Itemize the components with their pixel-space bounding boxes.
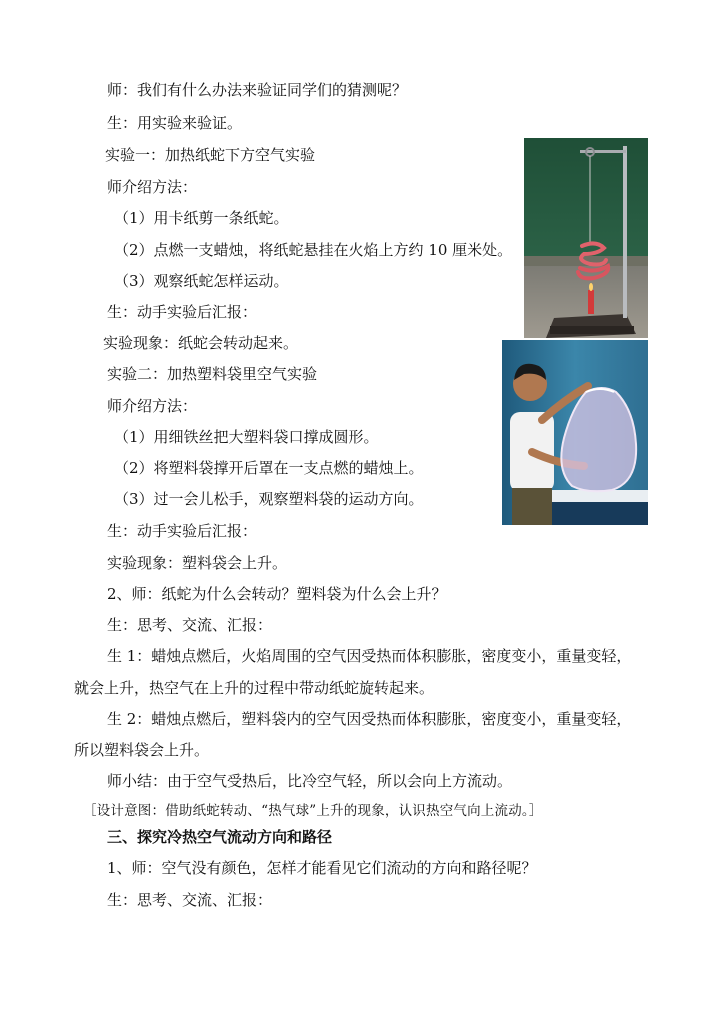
- list-item: （3）过一会儿松手，观察塑料袋的运动方向。: [114, 490, 424, 508]
- text-line: 所以塑料袋会上升。: [74, 741, 210, 759]
- list-item: （2）点燃一支蜡烛，将纸蛇悬挂在火焰上方约 10 厘米处。: [114, 241, 513, 259]
- text-line: 生：用实验来验证。: [107, 114, 243, 132]
- section-heading: 三、探究冷热空气流动方向和路径: [107, 828, 333, 846]
- text-line: 实验现象：塑料袋会上升。: [107, 554, 288, 572]
- text-line: 生 2：蜡烛点燃后，塑料袋内的空气因受热而体积膨胀，密度变小，重量变轻，: [107, 710, 632, 728]
- text-line: 生：动手实验后汇报：: [107, 303, 258, 321]
- text-line: 生：思考、交流、汇报：: [107, 891, 273, 909]
- text-line: 就会上升，热空气在上升的过程中带动纸蛇旋转起来。: [74, 679, 435, 697]
- section-heading: 实验二：加热塑料袋里空气实验: [107, 365, 318, 383]
- text-line: 生：动手实验后汇报：: [107, 522, 258, 540]
- text-line: 生 1：蜡烛点燃后，火焰周围的空气因受热而体积膨胀，密度变小，重量变轻，: [107, 647, 632, 665]
- design-intent-note: ［设计意图：借助纸蛇转动、“热气球”上升的现象，认识热空气向上流动。］: [83, 803, 543, 819]
- text-line: 师介绍方法：: [107, 178, 198, 196]
- list-item: （3）观察纸蛇怎样运动。: [114, 272, 289, 290]
- paper-snake-experiment-photo: [524, 138, 648, 338]
- text-line: 1、师：空气没有颜色，怎样才能看见它们流动的方向和路径呢？: [107, 859, 537, 877]
- text-line: 师介绍方法：: [107, 397, 198, 415]
- list-item: （2）将塑料袋撑开后罩在一支点燃的蜡烛上。: [114, 459, 424, 477]
- text-line: 2、师：纸蛇为什么会转动？塑料袋为什么会上升？: [107, 585, 447, 603]
- plastic-bag-experiment-photo: [502, 340, 648, 525]
- text-line: 师小结：由于空气受热后，比冷空气轻，所以会向上方流动。: [107, 772, 513, 790]
- text-line: 实验现象：纸蛇会转动起来。: [103, 334, 299, 352]
- text-line: 生：思考、交流、汇报：: [107, 616, 273, 634]
- section-heading: 实验一：加热纸蛇下方空气实验: [105, 146, 316, 164]
- text-line: 师：我们有什么办法来验证同学们的猜测呢？: [107, 81, 408, 99]
- list-item: （1）用细铁丝把大塑料袋口撑成圆形。: [114, 428, 379, 446]
- list-item: （1）用卡纸剪一条纸蛇。: [114, 209, 289, 227]
